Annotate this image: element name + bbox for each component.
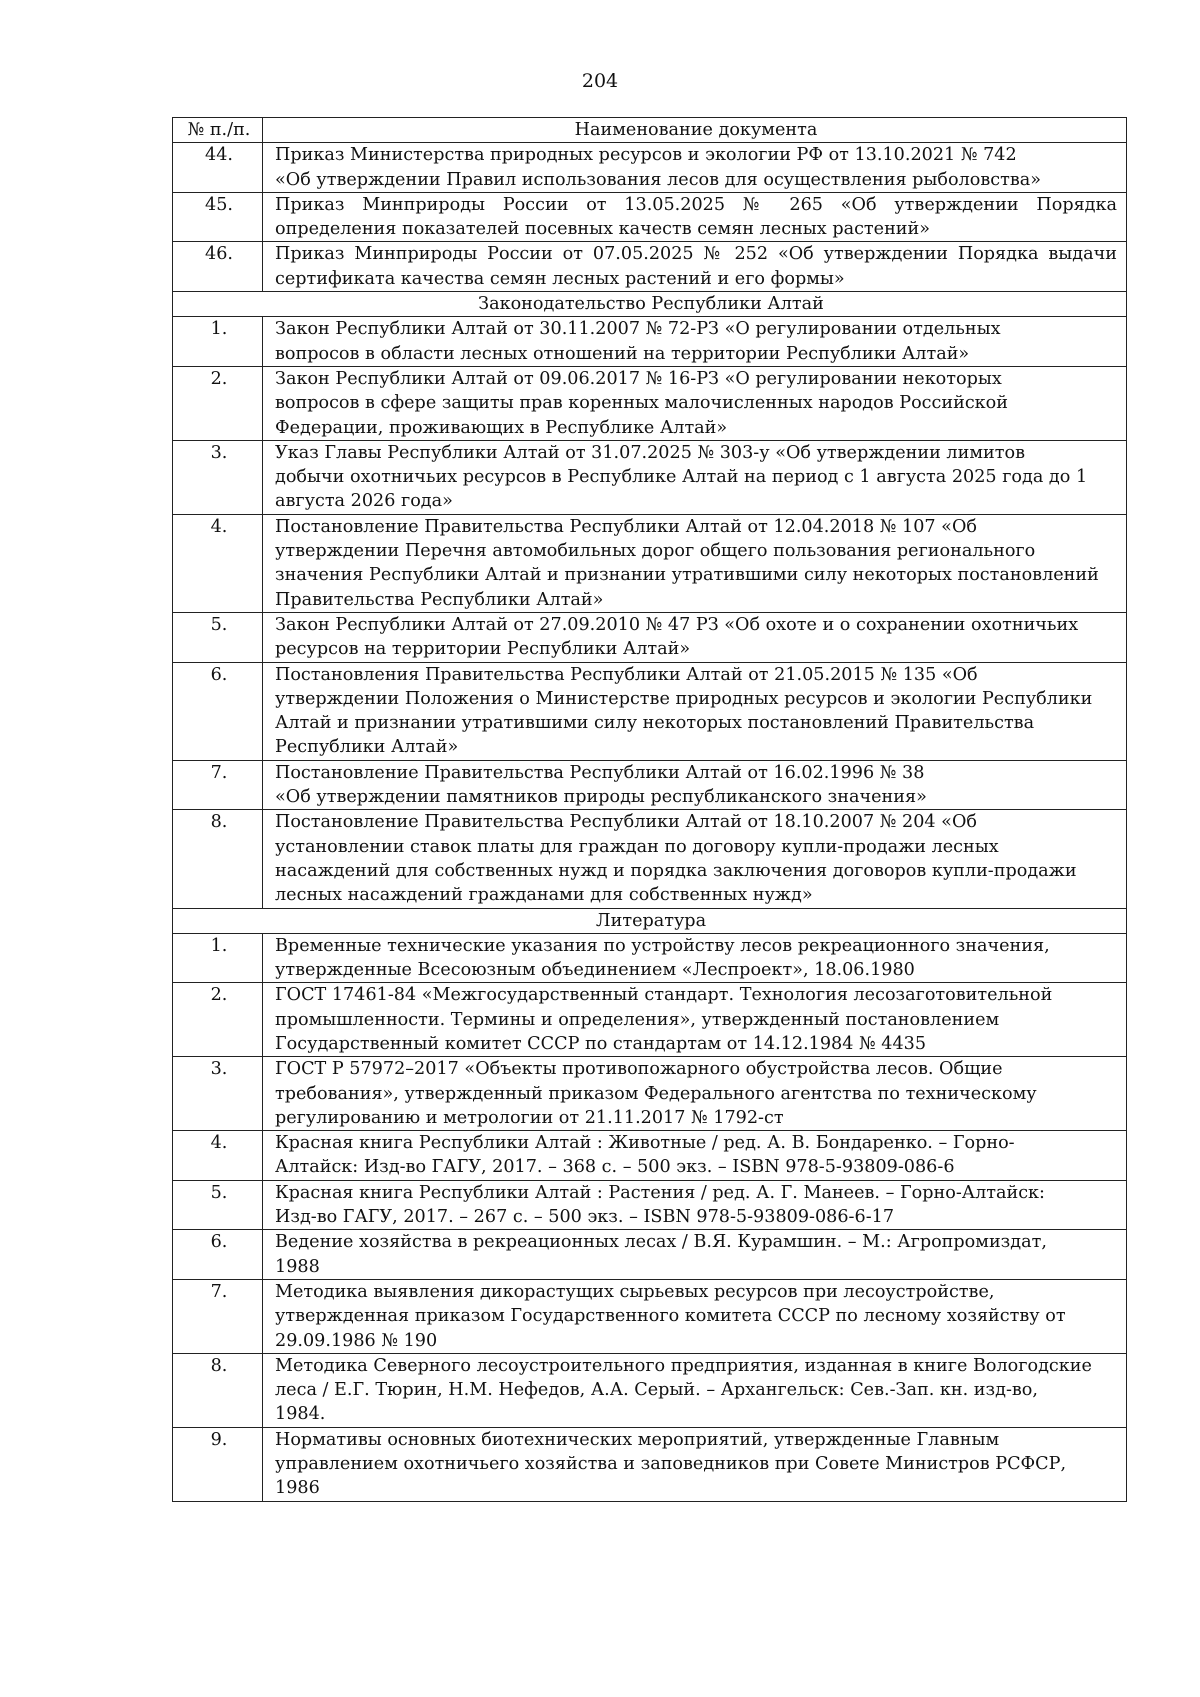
- section-row: [173, 908, 1127, 933]
- document-name-line: Постановление Правительства Республики Алтай от 18.10.2007 № 204 «Об: [275, 812, 977, 833]
- document-name-line: леса / Е.Г. Тюрин, Н.М. Нефедов, А.А. Серый. – Архангельск: Сев.-Зап. кн. изд-во,: [275, 1380, 1038, 1401]
- document-name-line: вопросов в области лесных отношений на территории Республики Алтай»: [275, 343, 970, 364]
- table-row: [173, 1353, 1127, 1427]
- document-name-line: Постановление Правительства Республики Алтай от 16.02.1996 № 38: [275, 762, 925, 783]
- row-number: 3.: [173, 440, 263, 514]
- document-name-line: «Об утверждении памятников природы республиканского значения»: [275, 787, 927, 808]
- row-number: 2.: [173, 366, 263, 440]
- document-name-line: утвержденные Всесоюзным объединением «Леспроект», 18.06.1980: [275, 960, 915, 981]
- table-row: [173, 440, 1127, 514]
- document-name-line: Закон Республики Алтай от 27.09.2010 № 47 РЗ «Об охоте и о сохранении охотничьих: [275, 614, 1079, 635]
- table-row: [173, 933, 1127, 983]
- document-name-line: Постановления Правительства Республики Алтай от 21.05.2015 № 135 «Об: [275, 664, 978, 685]
- document-name: [263, 366, 1127, 440]
- document-name-line: Нормативы основных биотехнических мероприятий, утвержденные Главным: [275, 1429, 1000, 1450]
- document-name-line: ГОСТ Р 57972–2017 «Объекты противопожарного обустройства лесов. Общие: [275, 1059, 1003, 1080]
- document-name-line: Постановление Правительства Республики Алтай от 12.04.2018 № 107 «Об: [275, 516, 977, 537]
- document-name-line: Закон Республики Алтай от 09.06.2017 № 16-РЗ «О регулировании некоторых: [275, 368, 1002, 389]
- section-row: [173, 292, 1127, 317]
- document-name: [263, 1353, 1127, 1427]
- table-row: [173, 1180, 1127, 1230]
- document-name-line: утвержденная приказом Государственного комитета СССР по лесному хозяйству от: [275, 1306, 1066, 1327]
- row-number: 7.: [173, 760, 263, 810]
- row-number: 3.: [173, 1057, 263, 1131]
- document-name-line: сертификата качества семян лесных растений и его формы»: [275, 268, 845, 289]
- document-name-line: 1988: [275, 1256, 320, 1277]
- document-name-line: Государственный комитет СССР по стандартам от 14.12.1984 № 4435: [275, 1033, 927, 1054]
- document-name-line: вопросов в сфере защиты прав коренных малочисленных народов Российской: [275, 393, 1008, 414]
- row-number: 5.: [173, 1180, 263, 1230]
- document-name-line: 29.09.1986 № 190: [275, 1330, 438, 1351]
- header-document-name: Наименование документа: [263, 118, 1127, 143]
- document-name-line: Ведение хозяйства в рекреационных лесах / В.Я. Курамшин. – М.: Агропромиздат,: [275, 1232, 1047, 1253]
- document-name: [263, 514, 1127, 612]
- row-number: 6.: [173, 1230, 263, 1280]
- row-number: 44.: [173, 143, 263, 193]
- document-name-line: Алтайск: Изд-во ГАГУ, 2017. – 368 с. – 500 экз. – ISBN 978-5-93809-086-6: [275, 1157, 955, 1178]
- row-number: 46.: [173, 242, 263, 292]
- document-name: [263, 1427, 1127, 1501]
- document-name-line: Методика выявления дикорастущих сырьевых ресурсов при лесоустройстве,: [275, 1281, 995, 1302]
- row-number: 8.: [173, 1353, 263, 1427]
- row-number: 1.: [173, 317, 263, 367]
- table-header-row: [173, 118, 1127, 143]
- document-name-line: ресурсов на территории Республики Алтай»: [275, 639, 691, 660]
- table-row: [173, 1279, 1127, 1353]
- document-name-line: Закон Республики Алтай от 30.11.2007 № 72-РЗ «О регулировании отдельных: [275, 319, 1001, 340]
- document-name-line: лесных насаждений гражданами для собственных нужд»: [275, 885, 813, 906]
- row-number: 1.: [173, 933, 263, 983]
- document-name-line: Приказ Минприроды России от 13.05.2025 № 265 «Об утверждении Порядка: [275, 194, 1117, 215]
- table-row: [173, 1427, 1127, 1501]
- header-number: № п./п.: [173, 118, 263, 143]
- table-row: [173, 983, 1127, 1057]
- table-row: [173, 1057, 1127, 1131]
- document-name: [263, 1180, 1127, 1230]
- document-name-line: утверждении Положения о Министерстве природных ресурсов и экологии Республики: [275, 688, 1093, 709]
- row-number: 2.: [173, 983, 263, 1057]
- document-name: [263, 440, 1127, 514]
- document-name-line: 1984.: [275, 1404, 326, 1425]
- document-name: [263, 317, 1127, 367]
- document-name-line: требования», утвержденный приказом Федерального агентства по техническому: [275, 1083, 1037, 1104]
- document-name-line: Приказ Министерства природных ресурсов и экологии РФ от 13.10.2021 № 742: [275, 145, 1017, 166]
- page-number: 204: [581, 70, 619, 92]
- document-name-line: 1986: [275, 1478, 320, 1499]
- document-name: [263, 662, 1127, 760]
- table-row: [173, 242, 1127, 292]
- documents-table: [172, 117, 1127, 1502]
- document-name-line: регулированию и метрологии от 21.11.2017 № 1792-ст: [275, 1107, 784, 1128]
- document-name-line: Изд-во ГАГУ, 2017. – 267 с. – 500 экз. – ISBN 978-5-93809-086-6-17: [275, 1207, 895, 1228]
- document-name-line: Приказ Минприроды России от 07.05.2025 № 252 «Об утверждении Порядка выдачи: [275, 244, 1117, 265]
- document-name-line: насаждений для собственных нужд и порядка заключения договоров купли-продажи: [275, 860, 1077, 881]
- document-name: [263, 810, 1127, 908]
- document-name: [263, 1131, 1127, 1181]
- document-name: [263, 143, 1127, 193]
- table-row: [173, 192, 1127, 242]
- table-row: [173, 366, 1127, 440]
- table-row: [173, 810, 1127, 908]
- row-number: 4.: [173, 1131, 263, 1181]
- table-row: [173, 143, 1127, 193]
- document-name-line: «Об утверждении Правил использования лесов для осуществления рыболовства»: [275, 169, 1042, 190]
- document-name: [263, 612, 1127, 662]
- document-name-line: Красная книга Республики Алтай : Растения / ред. А. Г. Манеев. – Горно-Алтайск:: [275, 1182, 1045, 1203]
- document-name-line: управлением охотничьего хозяйства и заповедников при Совете Министров РСФСР,: [275, 1454, 1067, 1475]
- document-name-line: Указ Главы Республики Алтай от 31.07.2025 № 303-у «Об утверждении лимитов: [275, 442, 1025, 463]
- row-number: 45.: [173, 192, 263, 242]
- document-name-line: утверждении Перечня автомобильных дорог общего пользования регионального: [275, 541, 1036, 562]
- row-number: 8.: [173, 810, 263, 908]
- section-title: Литература: [173, 908, 1127, 933]
- document-name-line: Федерации, проживающих в Республике Алтай»: [275, 417, 728, 438]
- document-name-line: Красная книга Республики Алтай : Животные / ред. А. В. Бондаренко. – Горно-: [275, 1133, 1015, 1154]
- document-name: [263, 242, 1127, 292]
- document-name: [263, 1279, 1127, 1353]
- document-name-line: Правительства Республики Алтай»: [275, 589, 604, 610]
- row-number: 4.: [173, 514, 263, 612]
- document-name-line: августа 2026 года»: [275, 491, 453, 512]
- document-name-line: определения показателей посевных качеств семян лесных растений»: [275, 219, 931, 240]
- document-name: [263, 1057, 1127, 1131]
- table-row: [173, 612, 1127, 662]
- document-name-line: добычи охотничьих ресурсов в Республике Алтай на период с 1 августа 2025 года до 1: [275, 467, 1088, 488]
- row-number: 7.: [173, 1279, 263, 1353]
- row-number: 5.: [173, 612, 263, 662]
- document-name-line: ГОСТ 17461-84 «Межгосударственный стандарт. Технология лесозаготовительной: [275, 985, 1053, 1006]
- document-name: [263, 760, 1127, 810]
- table-body: [173, 143, 1127, 1501]
- document-name-line: значения Республики Алтай и признании утратившими силу некоторых постановлений: [275, 565, 1099, 586]
- table-row: [173, 1131, 1127, 1181]
- document-name: [263, 933, 1127, 983]
- table-row: [173, 662, 1127, 760]
- document-name-line: Методика Северного лесоустроительного предприятия, изданная в книге Вологодские: [275, 1355, 1092, 1376]
- document-name-line: Временные технические указания по устройству лесов рекреационного значения,: [275, 935, 1050, 956]
- document-name-line: установлении ставок платы для граждан по договору купли-продажи лесных: [275, 836, 999, 857]
- document-name-line: промышленности. Термины и определения», утвержденный постановлением: [275, 1009, 1000, 1030]
- section-title: Законодательство Республики Алтай: [173, 292, 1127, 317]
- row-number: 6.: [173, 662, 263, 760]
- row-number: 9.: [173, 1427, 263, 1501]
- document-name-line: Алтай и признании утратившими силу некоторых постановлений Правительства: [275, 713, 1035, 734]
- document-name: [263, 192, 1127, 242]
- table-row: [173, 317, 1127, 367]
- table-row: [173, 1230, 1127, 1280]
- table-row: [173, 514, 1127, 612]
- document-name: [263, 983, 1127, 1057]
- table-row: [173, 760, 1127, 810]
- document-name-line: Республики Алтай»: [275, 737, 459, 758]
- document-name: [263, 1230, 1127, 1280]
